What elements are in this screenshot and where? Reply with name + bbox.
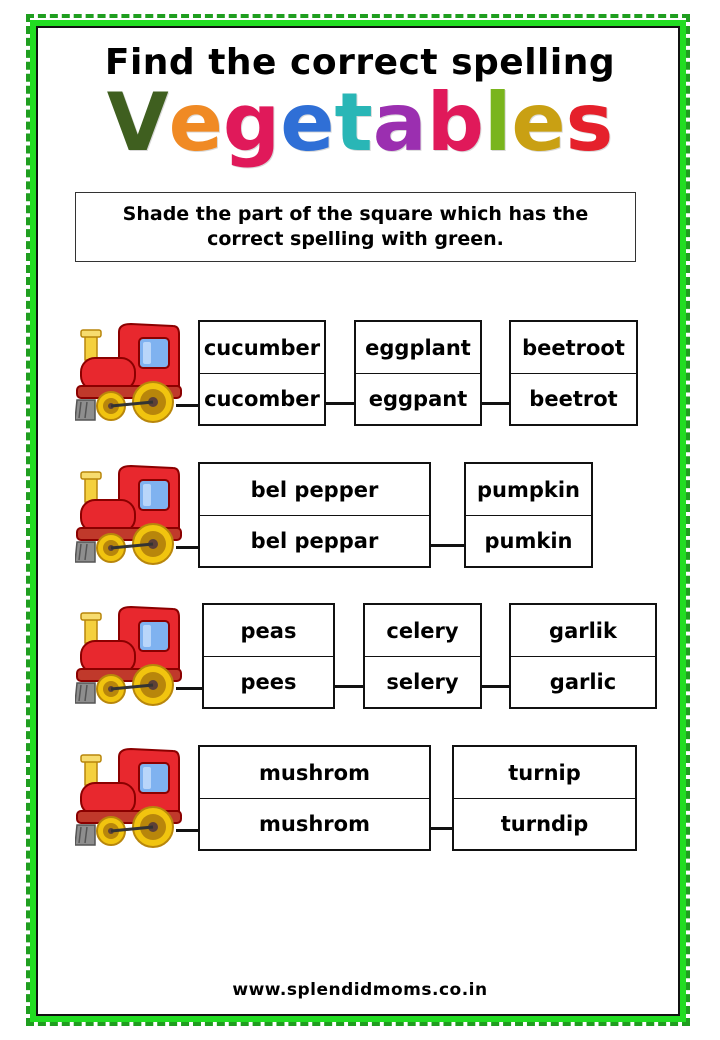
train-connector: [176, 404, 198, 407]
spelling-option-top[interactable]: cucumber: [200, 322, 324, 374]
spelling-option-top[interactable]: garlik: [511, 605, 655, 657]
subtitle-letter: e: [168, 76, 223, 169]
spelling-option-top[interactable]: turnip: [454, 747, 635, 799]
spelling-option-bottom[interactable]: turndip: [500, 811, 589, 836]
subtitle-letter: g: [222, 76, 281, 169]
spelling-option-bottom[interactable]: pees: [240, 669, 297, 694]
wagon-box: [509, 320, 638, 426]
subtitle-letter: e: [280, 76, 335, 169]
spelling-option-top[interactable]: beetroot: [511, 322, 636, 374]
spelling-option-top[interactable]: celery: [365, 605, 480, 657]
wagon-connector: [482, 402, 509, 405]
spelling-option-top[interactable]: bel pepper: [200, 464, 429, 516]
wagon-box: [452, 745, 637, 851]
subtitle-letter: l: [483, 76, 512, 169]
subtitle-letter: b: [426, 76, 484, 169]
spelling-option-bottom[interactable]: garlic: [549, 669, 617, 694]
train-engine-icon: [75, 745, 185, 855]
wagon-connector: [482, 685, 509, 688]
wagon-connector: [326, 402, 354, 405]
subtitle-letter: e: [511, 76, 566, 169]
train-engine-icon: [75, 603, 185, 713]
subtitle-letter: t: [334, 76, 373, 169]
wagon-connector: [431, 544, 464, 547]
spelling-option-bottom[interactable]: bel peppar: [250, 528, 379, 553]
subtitle-letter: V: [106, 76, 169, 169]
subtitle-letter: a: [372, 76, 427, 169]
train-connector: [176, 829, 198, 832]
wagon-box: [198, 320, 326, 426]
spelling-option-bottom[interactable]: cucomber: [204, 386, 320, 411]
train-connector: [176, 687, 202, 690]
wagon-box: [202, 603, 335, 709]
instructions-box: Shade the part of the square which has the correct spelling with green.: [75, 192, 636, 262]
subtitle-vegetables: [0, 78, 720, 168]
spelling-option-top[interactable]: eggplant: [356, 322, 480, 374]
footer-url: www.splendidmoms.co.in: [232, 980, 488, 1000]
train-engine-icon: [75, 462, 185, 572]
spelling-option-bottom[interactable]: beetrot: [529, 386, 618, 411]
wagon-box: [198, 462, 431, 568]
spelling-option-top[interactable]: mushrom: [200, 747, 429, 799]
wagon-box: [464, 462, 593, 568]
page-title: Find the correct spelling: [104, 42, 616, 83]
wagon-box: [509, 603, 657, 709]
wagon-box: [198, 745, 431, 851]
spelling-option-bottom[interactable]: mushrom: [259, 811, 370, 836]
spelling-option-bottom[interactable]: pumkin: [484, 528, 573, 553]
wagon-connector: [431, 827, 452, 830]
wagon-connector: [335, 685, 363, 688]
wagon-box: [363, 603, 482, 709]
subtitle-letter: s: [565, 76, 614, 169]
train-engine-icon: [75, 320, 185, 430]
spelling-option-bottom[interactable]: selery: [386, 669, 459, 694]
spelling-option-top[interactable]: peas: [204, 605, 333, 657]
train-connector: [176, 546, 198, 549]
spelling-option-top[interactable]: pumpkin: [466, 464, 591, 516]
spelling-option-bottom[interactable]: eggpant: [368, 386, 468, 411]
wagon-box: [354, 320, 482, 426]
